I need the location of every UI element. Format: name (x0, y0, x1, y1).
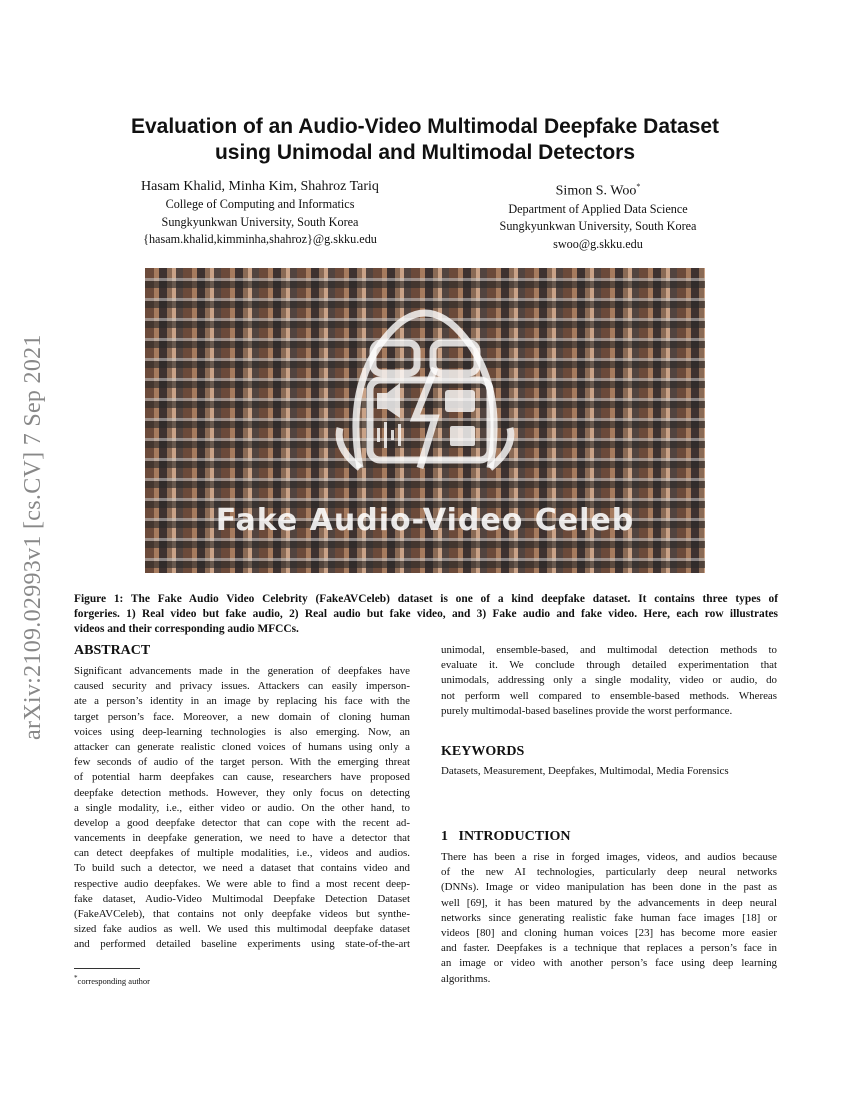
introduction-heading: 1 INTRODUCTION (441, 829, 571, 844)
text-line: videos [80] and cloning human voices [23] has become more easier (441, 926, 777, 939)
text-line: algorithms. (441, 972, 491, 985)
author-block (100, 177, 420, 249)
text-line: sized fake audios as well. We used this multimodal deepfake dataset (74, 923, 410, 936)
text-line: fake dataset, Audio-Video Multimodal Deepfake Detection Dataset (74, 892, 410, 905)
author-block (438, 177, 758, 253)
text-line: develop a good deepfake detector that can cope with the recent ad- (74, 816, 410, 829)
footnote (74, 973, 150, 987)
text-line: caused security and privacy issues. Attackers can easily imperson- (74, 680, 410, 693)
text-line: evaluate it. We conclude through detailed experimentation that (441, 659, 777, 672)
author-email: {hasam.khalid,kimminha,shahroz}@g.skku.edu (143, 232, 377, 246)
caption-line: videos and their corresponding audio MFCCs. (74, 623, 299, 636)
text-line: an image or video with another person’s face using deep learning (441, 957, 777, 970)
arxiv-identifier: arXiv:2109.02993v1 [cs.CV] 7 Sep 2021 (20, 334, 46, 740)
text-line: To build such a detector, we need a dataset that contains video and (74, 862, 410, 875)
keywords-heading: KEYWORDS (441, 744, 525, 759)
title-line: Evaluation of an Audio-Video Multimodal Deepfake Dataset (130, 115, 720, 138)
text-line: (DNNs). Image or video manipulation has been done in the past as (441, 881, 777, 894)
footnote-text: corresponding author (77, 975, 151, 986)
text-line: of potential harm deepfakes can cause, researchers have proposed (74, 771, 410, 784)
text-line: few seconds of audio of the target person. With the emerging threat (74, 756, 410, 769)
figure-caption (74, 592, 778, 638)
abstract-body-continued (441, 643, 777, 719)
text-line: purely multimodal-based baselines provide the worst performance. (441, 704, 733, 717)
text-line: attacker can generate realistic cloned voices of humans using only a (74, 740, 410, 753)
introduction-body (441, 850, 777, 987)
footnote-divider (74, 968, 140, 969)
keywords-text: Datasets, Measurement, Deepfakes, Multimodal, Media Forensics (441, 765, 729, 777)
author-names (438, 177, 758, 201)
footnote-mark: * (636, 182, 641, 191)
text-line: can detect deepfakes of multiple modalities, i.e., videos and audios. (74, 847, 410, 860)
text-line: respective audio deepfakes. We were able to find a most recent deep- (74, 877, 410, 890)
text-line: a single modality, i.e., either video or audio. On the other hand, to (74, 801, 410, 814)
text-line: well [69], it has been matured by the advancements in deep neural (441, 896, 777, 909)
text-line: and performed detailed baseline experiments using state-of-the-art (74, 938, 410, 951)
text-line: deepfake detection methods. However, they only focus on detecting (74, 786, 410, 799)
title-line: using Unimodal and Multimodal Detectors (214, 141, 636, 164)
caption-line: forgeries. 1) Real video but fake audio, 2) Real audio but fake video, and 3) Fake audio and fake video. Here, each row illustrates (74, 608, 778, 621)
affiliation-line: Sungkyunkwan University, South Korea (161, 214, 359, 229)
text-line: networks since generating realistic fake human face images [18] or (441, 911, 777, 924)
text-line: Significant advancements made in the generation of deepfakes have (74, 665, 410, 677)
affiliation-line: Sungkyunkwan University, South Korea (499, 219, 697, 234)
figure-1-image (145, 268, 705, 573)
author-name: Simon S. Woo (555, 183, 637, 199)
text-line: of the new AI technologies, particularly deep neural networks (441, 866, 777, 879)
text-line: (FakeAVCeleb), that contains not only deepfake videos but synthe- (74, 908, 410, 920)
text-line: voices using deep-learning technologies is also emerging. Now, an (74, 725, 410, 738)
affiliation-line: Department of Applied Data Science (508, 201, 688, 216)
abstract-heading: ABSTRACT (74, 643, 151, 658)
affiliation-line: College of Computing and Informatics (165, 197, 355, 211)
text-line: ate a person’s identity in an image by replacing his face with the (74, 695, 410, 708)
text-line: not perform well compared to ensemble-based methods. Whereas (441, 689, 777, 702)
figure-overlay-text: Fake Audio-Video Celeb (215, 503, 635, 538)
text-line: target person’s face. Moreover, a new domain of cloning human (74, 710, 410, 723)
text-line: unimodal, ensemble-based, and multimodal detection methods to (441, 644, 777, 656)
text-line: There has been a rise in forged images, videos, and audios because (441, 851, 777, 863)
paper-title (0, 114, 850, 166)
author-email: swoo@g.skku.edu (553, 236, 643, 251)
abstract-body (74, 664, 410, 953)
author-names: Hasam Khalid, Minha Kim, Shahroz Tariq (141, 179, 379, 194)
text-line: unimodals, addressing only a single modality, video or audio, do (441, 674, 777, 687)
text-line: and faster. Deepfakes is a technique that replaces a person’s face in (441, 942, 777, 955)
footnote-mark: * (74, 974, 78, 982)
caption-line: Figure 1: The Fake Audio Video Celebrity (FakeAVCeleb) dataset is one of a kind deepfake dataset. It contains three types of (74, 593, 778, 605)
text-line: vancements in deepfake generation, we need to have a detector that (74, 832, 410, 845)
